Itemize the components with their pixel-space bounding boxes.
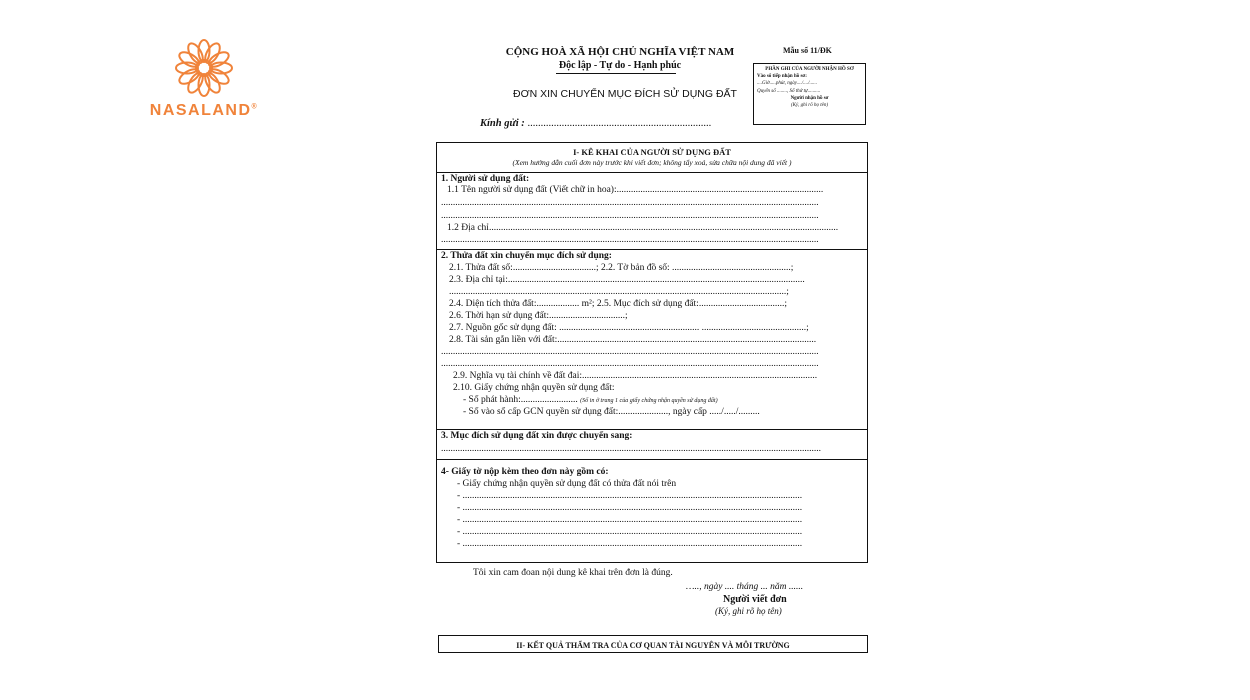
part-2-6: 2.6. Thời hạn sử dụng đất:................................;: [449, 311, 628, 321]
receiver-line-2: ....Giờ.....phút, ngày..../..../......: [757, 81, 818, 87]
country-heading: CỘNG HOÀ XÃ HỘI CHỦ NGHĨA VIỆT NAM: [505, 46, 735, 58]
part-3-title: 3. Mục đích sử dụng đất xin được chuyển sang:: [441, 431, 633, 441]
receiver-line-3: Quyển số ........, Số thứ tự..........: [757, 88, 821, 94]
receiver-box: [753, 63, 866, 125]
dots-line: ...............................................................................................................................................................: [441, 235, 819, 245]
section-2-header: II- KẾT QUẢ THẨM TRA CỦA CƠ QUAN TÀI NGUYÊN VÀ MÔI TRƯỜNG: [438, 635, 868, 653]
attachment-line: - ...............................................................................................................................................: [457, 527, 803, 537]
part-4-1: - Giấy chứng nhận quyền sử dụng đất có thửa đất nói trên: [457, 479, 677, 489]
part-2-10b: - Số vào sổ cấp GCN quyền sử dụng đất:....................., ngày cấp ...../...../.........: [463, 407, 760, 417]
brand-name: NASALAND®: [149, 102, 259, 119]
section-1-header: [437, 143, 867, 173]
section-1-note: (Xem hướng dẫn cuối đơn này trước khi viết đơn; không tẩy xoá, sửa chữa nội dung đã viết ): [512, 158, 792, 167]
motto: Độc lập - Tự do - Hạnh phúc: [558, 60, 682, 71]
section-1-box: [436, 142, 868, 563]
dots-line: ...............................................................................................................................................................: [441, 198, 819, 208]
part-2-3: 2.3. Địa chỉ tại:.............................................................................................................................: [449, 275, 805, 285]
dots-line: ...............................................................................................................................................................: [441, 347, 819, 357]
receiver-line-4: Người nhận hồ sơ: [790, 95, 829, 101]
part-4-title: 4- Giấy tờ nộp kèm theo đơn này gồm có:: [441, 467, 609, 477]
part-1-1: 1.1 Tên người sử dụng đất (Viết chữ in hoa):.......................................................................................: [447, 185, 824, 195]
lotus-logo-icon: [172, 36, 236, 100]
attachment-line: - ...............................................................................................................................................: [457, 503, 803, 513]
attachment-line: - ...............................................................................................................................................: [457, 539, 803, 549]
part-4: [437, 460, 867, 564]
section-1-heading: I- KÊ KHAI CỦA NGƯỜI SỬ DỤNG ĐẤT: [573, 147, 731, 157]
part-2-10: 2.10. Giấy chứng nhận quyền sử dụng đất:: [453, 383, 615, 393]
motto-underline: [556, 73, 676, 74]
applicant-label: Người viết đơn: [723, 594, 787, 605]
attachment-line: - ...............................................................................................................................................: [457, 515, 803, 525]
nasaland-logo: [142, 36, 266, 120]
receiver-line-5: (Ký, ghi rõ họ tên): [790, 103, 829, 109]
part-2-8: 2.8. Tài sản gắn liền với đất:.............................................................................................................: [449, 335, 817, 345]
receiver-line-1: Vào sổ tiếp nhận hồ sơ:: [757, 74, 807, 80]
part-3: [437, 430, 867, 460]
part-2-title: 2. Thửa đất xin chuyển mục đích sử dụng:: [441, 251, 612, 261]
part-2: [437, 250, 867, 430]
part-2-9: 2.9. Nghĩa vụ tài chính về đất đai:...................................................................................................: [453, 371, 818, 381]
part-1-2: 1.2 Địa chỉ...................................................................................................................................................: [447, 223, 839, 233]
part-2-1: 2.1. Thửa đất số:...................................; 2.2. Tờ bản đồ số: ..................................................;: [449, 263, 794, 273]
part-1: [437, 173, 867, 250]
part-2-3b: ..............................................................................................................................................;: [449, 287, 789, 297]
part-1-title: 1. Người sử dụng đất:: [441, 174, 530, 184]
attachment-line: - ...............................................................................................................................................: [457, 491, 803, 501]
form-title: ĐƠN XIN CHUYỂN MỤC ĐÍCH SỬ DỤNG ĐẤT: [513, 88, 737, 100]
dots-line: ...............................................................................................................................................................: [441, 211, 819, 221]
form-code: Mẫu số 11/ĐK: [783, 46, 832, 55]
dots-line: ................................................................................................................................................................: [441, 444, 821, 454]
kinh-gui-line: Kính gửi : ......................................................................: [480, 118, 712, 129]
date-line: ….., ngày .... tháng ... năm ......: [686, 582, 804, 592]
signature-note: (Ký, ghi rõ họ tên): [715, 606, 782, 616]
part-2-10a: - Số phát hành:........................ (Số in ở trang 1 của giấy chứng nhận quyền sử dụng đất): [463, 395, 718, 405]
part-2-4: 2.4. Diện tích thửa đất:.................. m²; 2.5. Mục đích sử dụng đất:....................................;: [449, 299, 787, 309]
receiver-box-title: PHẦN GHI CỦA NGƯỜI NHẬN HỒ SƠ: [765, 67, 854, 72]
dots-line: ...............................................................................................................................................................: [441, 359, 819, 369]
part-2-7: 2.7. Nguồn gốc sử dụng đất: ........................................................... ............................................;: [449, 323, 809, 333]
declaration: Tôi xin cam đoan nội dung kê khai trên đơn là đúng.: [473, 568, 673, 578]
